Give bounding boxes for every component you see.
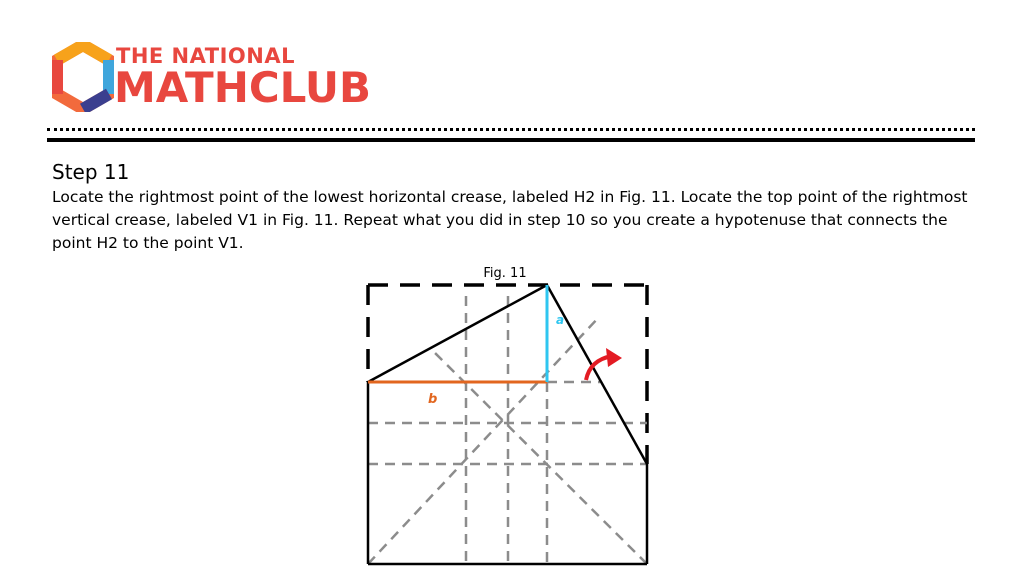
step-title: Step 11 [52, 160, 130, 184]
label-a: a [556, 313, 565, 327]
brand-line-2: MATHCLUB [114, 63, 372, 112]
logo [52, 42, 452, 114]
hexagon-logo-icon [52, 42, 114, 112]
solid-rule [47, 138, 975, 142]
figure-caption: Fig. 11 [483, 266, 527, 281]
dotted-rule [47, 128, 975, 134]
crease-lines [368, 296, 647, 564]
header-divider [47, 128, 975, 144]
label-b: b [428, 392, 438, 407]
step-instructions: Locate the rightmost point of the lowest horizontal crease, labeled H2 in Fig. 11. Locate the top point of the rightmost vertical crease, labeled V1 in Fig. 11. Repeat what you did in step 10 so you create a hypotenuse that connects the point H2 to the point V1. [52, 188, 968, 252]
brand-line-1: THE NATIONAL [116, 44, 295, 68]
fold-diagram [350, 258, 670, 576]
fig-11-diagram [350, 258, 670, 576]
